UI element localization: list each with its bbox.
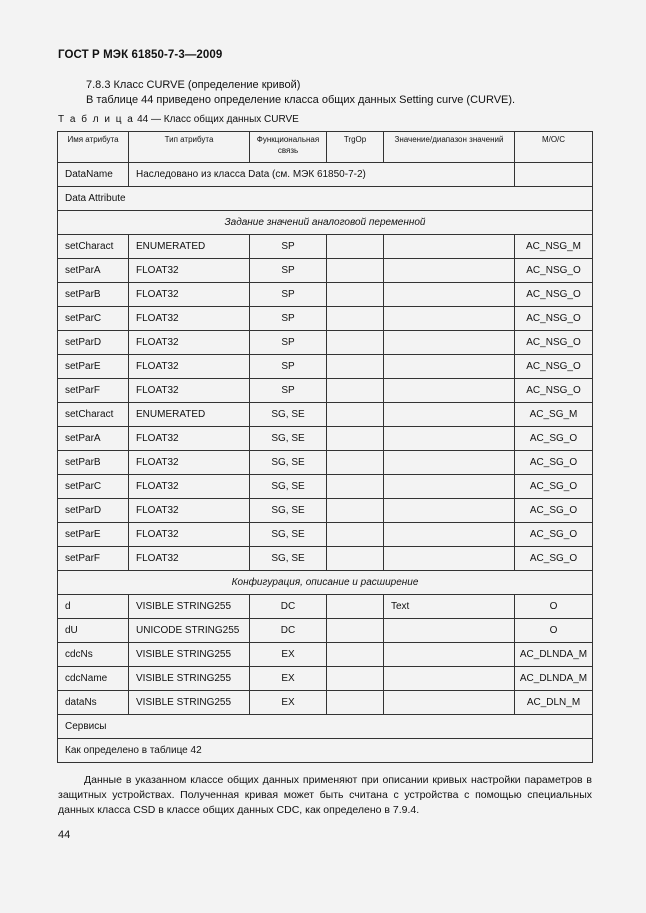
value-cell <box>384 307 515 331</box>
dataname-inherit-cell: Наследовано из класса Data (см. МЭК 61850-7-2) <box>129 163 515 187</box>
value-cell <box>384 235 515 259</box>
moc-cell: AC_NSG_O <box>515 259 593 283</box>
header-cell: TrgOp <box>327 132 384 163</box>
group-heading-config-row <box>58 571 593 595</box>
trgop-cell <box>327 691 384 715</box>
value-cell <box>384 547 515 571</box>
table-row <box>58 643 593 667</box>
table-row <box>58 547 593 571</box>
fc-cell: SG, SE <box>250 475 327 499</box>
attr-name-cell: setCharact <box>58 235 129 259</box>
moc-cell: AC_DLNDA_M <box>515 643 593 667</box>
table-caption-prefix: Т а б л и ц а <box>58 114 135 125</box>
table-row <box>58 355 593 379</box>
fc-cell: EX <box>250 691 327 715</box>
table-header-row <box>58 132 593 163</box>
moc-cell: AC_SG_O <box>515 475 593 499</box>
standard-header: ГОСТ Р МЭК 61850-7-3—2009 <box>58 49 223 61</box>
table-row <box>58 595 593 619</box>
group-row <box>58 211 593 235</box>
group-heading-analog: Задание значений аналоговой переменной <box>58 211 593 235</box>
attr-name-cell: d <box>58 595 129 619</box>
trgop-cell <box>327 283 384 307</box>
attr-name-cell: setParB <box>58 283 129 307</box>
attr-type-cell: FLOAT32 <box>129 451 250 475</box>
attr-name-cell: setParA <box>58 259 129 283</box>
table-caption <box>58 114 299 125</box>
attr-name-cell: setCharact <box>58 403 129 427</box>
table-row <box>58 427 593 451</box>
header-cell: Значение/диапазон значений <box>384 132 515 163</box>
fc-cell: SG, SE <box>250 427 327 451</box>
header-cell: M/O/C <box>515 132 593 163</box>
trgop-cell <box>327 475 384 499</box>
attr-type-cell: VISIBLE STRING255 <box>129 643 250 667</box>
fc-cell: SP <box>250 283 327 307</box>
dataname-cell: DataName <box>58 163 129 187</box>
value-cell: Text <box>384 595 515 619</box>
data-attribute-row <box>58 187 593 211</box>
moc-cell: O <box>515 595 593 619</box>
attr-name-cell: setParD <box>58 499 129 523</box>
value-cell <box>384 523 515 547</box>
trgop-cell <box>327 547 384 571</box>
services-label-row <box>58 715 593 739</box>
attr-type-cell: FLOAT32 <box>129 475 250 499</box>
fc-cell: SG, SE <box>250 403 327 427</box>
section-intro: В таблице 44 приведено определение класса общих данных Setting curve (CURVE). <box>86 94 516 106</box>
moc-cell: AC_SG_O <box>515 547 593 571</box>
trgop-cell <box>327 643 384 667</box>
value-cell <box>384 451 515 475</box>
attr-name-cell: setParA <box>58 427 129 451</box>
header-cell: Имя атрибута <box>58 132 129 163</box>
attr-name-cell: setParC <box>58 307 129 331</box>
moc-cell: AC_NSG_O <box>515 379 593 403</box>
attr-type-cell: VISIBLE STRING255 <box>129 595 250 619</box>
trgop-cell <box>327 595 384 619</box>
table-row <box>58 307 593 331</box>
trgop-cell <box>327 355 384 379</box>
value-cell <box>384 619 515 643</box>
attr-type-cell: ENUMERATED <box>129 403 250 427</box>
page-number: 44 <box>58 829 71 841</box>
services-label: Сервисы <box>58 715 593 739</box>
attr-type-cell: FLOAT32 <box>129 379 250 403</box>
table-row <box>58 235 593 259</box>
attr-type-cell: UNICODE STRING255 <box>129 619 250 643</box>
trgop-cell <box>327 427 384 451</box>
fc-cell: SP <box>250 379 327 403</box>
fc-cell: SG, SE <box>250 451 327 475</box>
attr-type-cell: FLOAT32 <box>129 259 250 283</box>
section-title: 7.8.3 Класс CURVE (определение кривой) <box>86 79 301 91</box>
trgop-cell <box>327 259 384 283</box>
trgop-cell <box>327 235 384 259</box>
trgop-cell <box>327 331 384 355</box>
attr-name-cell: setParE <box>58 355 129 379</box>
moc-cell: AC_NSG_O <box>515 283 593 307</box>
attr-type-cell: VISIBLE STRING255 <box>129 667 250 691</box>
attr-name-cell: setParD <box>58 331 129 355</box>
table-row <box>58 499 593 523</box>
trgop-cell <box>327 667 384 691</box>
header-cell: Функциональная связь <box>250 132 327 163</box>
fc-cell: SG, SE <box>250 499 327 523</box>
table-row <box>58 667 593 691</box>
moc-cell: AC_DLN_M <box>515 691 593 715</box>
attr-name-cell: setParF <box>58 547 129 571</box>
attr-name-cell: cdcNs <box>58 643 129 667</box>
fc-cell: DC <box>250 619 327 643</box>
fc-cell: SP <box>250 355 327 379</box>
trgop-cell <box>327 403 384 427</box>
table-row <box>58 259 593 283</box>
attr-name-cell: dataNs <box>58 691 129 715</box>
moc-cell: AC_SG_O <box>515 523 593 547</box>
attr-name-cell: setParF <box>58 379 129 403</box>
body-paragraph-text: Данные в указанном классе общих данных применяют при описании кривых настройки параметров в защитных устройствах. Полученная кривая может быть считана с устройства с помощью специальных данных класса CSD в классе общих данных CDC, как определено в 7.9.4. <box>58 774 592 816</box>
attr-type-cell: FLOAT32 <box>129 523 250 547</box>
services-text: Как определено в таблице 42 <box>58 739 593 763</box>
moc-cell: AC_SG_O <box>515 499 593 523</box>
moc-cell: AC_NSG_O <box>515 307 593 331</box>
value-cell <box>384 643 515 667</box>
attr-type-cell: FLOAT32 <box>129 331 250 355</box>
header-cell: Тип атрибута <box>129 132 250 163</box>
trgop-cell <box>327 379 384 403</box>
attr-type-cell: FLOAT32 <box>129 499 250 523</box>
attr-name-cell: setParC <box>58 475 129 499</box>
attr-name-cell: setParE <box>58 523 129 547</box>
table-row <box>58 331 593 355</box>
table-caption-text: 44 — Класс общих данных CURVE <box>137 114 299 125</box>
table-row <box>58 691 593 715</box>
services-text-row <box>58 739 593 763</box>
value-cell <box>384 259 515 283</box>
fc-cell: EX <box>250 667 327 691</box>
data-attribute-label: Data Attribute <box>58 187 593 211</box>
attr-type-cell: FLOAT32 <box>129 283 250 307</box>
value-cell <box>384 379 515 403</box>
fc-cell: SG, SE <box>250 523 327 547</box>
attr-type-cell: VISIBLE STRING255 <box>129 691 250 715</box>
value-cell <box>384 475 515 499</box>
group-heading-config: Конфигурация, описание и расширение <box>58 571 593 595</box>
moc-cell: AC_NSG_M <box>515 235 593 259</box>
table-row <box>58 283 593 307</box>
value-cell <box>384 403 515 427</box>
fc-cell: SG, SE <box>250 547 327 571</box>
value-cell <box>384 331 515 355</box>
moc-cell: AC_SG_M <box>515 403 593 427</box>
value-cell <box>384 691 515 715</box>
table-row <box>58 379 593 403</box>
fc-cell: SP <box>250 259 327 283</box>
attr-type-cell: ENUMERATED <box>129 235 250 259</box>
value-cell <box>384 427 515 451</box>
fc-cell: SP <box>250 307 327 331</box>
table-row <box>58 451 593 475</box>
table-row <box>58 523 593 547</box>
attr-name-cell: dU <box>58 619 129 643</box>
attr-name-cell: cdcName <box>58 667 129 691</box>
trgop-cell <box>327 307 384 331</box>
table-row <box>58 619 593 643</box>
table-row <box>58 403 593 427</box>
trgop-cell <box>327 619 384 643</box>
fc-cell: EX <box>250 643 327 667</box>
attr-type-cell: FLOAT32 <box>129 427 250 451</box>
dataname-row <box>58 163 593 187</box>
body-paragraph <box>58 773 592 818</box>
value-cell <box>384 355 515 379</box>
attr-type-cell: FLOAT32 <box>129 547 250 571</box>
trgop-cell <box>327 523 384 547</box>
trgop-cell <box>327 499 384 523</box>
moc-cell: AC_SG_O <box>515 451 593 475</box>
fc-cell: DC <box>250 595 327 619</box>
attr-name-cell: setParB <box>58 451 129 475</box>
value-cell <box>384 283 515 307</box>
moc-cell: AC_NSG_O <box>515 355 593 379</box>
moc-cell: AC_NSG_O <box>515 331 593 355</box>
moc-cell: AC_SG_O <box>515 427 593 451</box>
value-cell <box>384 499 515 523</box>
trgop-cell <box>327 451 384 475</box>
value-cell <box>384 667 515 691</box>
fc-cell: SP <box>250 331 327 355</box>
moc-cell: O <box>515 619 593 643</box>
empty-cell <box>515 163 593 187</box>
moc-cell: AC_DLNDA_M <box>515 667 593 691</box>
fc-cell: SP <box>250 235 327 259</box>
table-row <box>58 475 593 499</box>
attr-type-cell: FLOAT32 <box>129 307 250 331</box>
attr-type-cell: FLOAT32 <box>129 355 250 379</box>
curve-class-table <box>57 131 593 763</box>
